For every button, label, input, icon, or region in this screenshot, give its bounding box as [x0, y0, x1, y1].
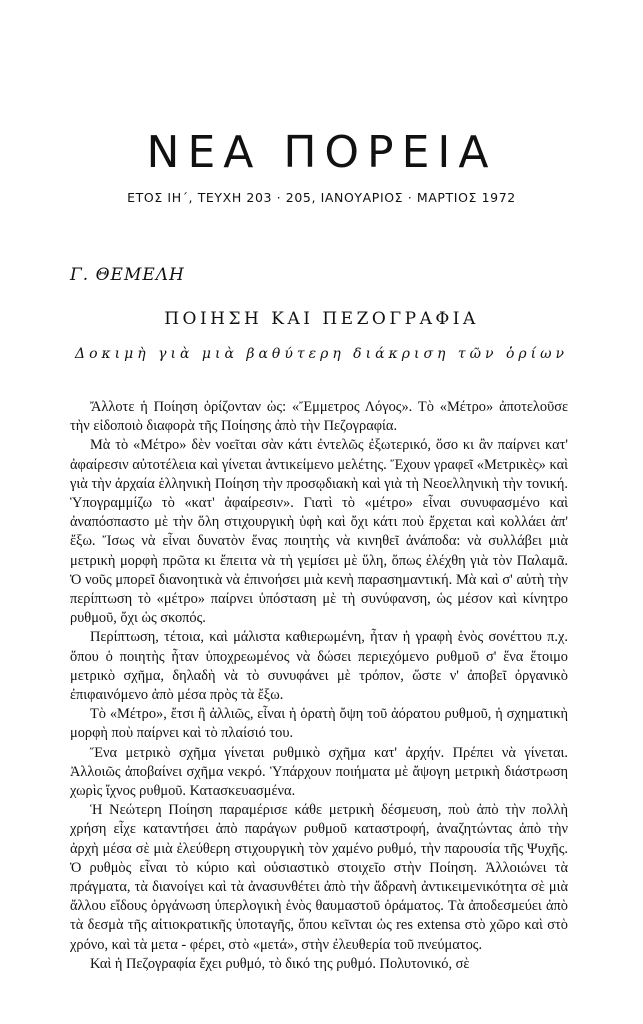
- journal-title: ΝΕΑ ΠΟΡΕΙΑ: [146, 127, 497, 178]
- paragraph: Ἡ Νεώτερη Ποίηση παραμέρισε κάθε μετρικὴ δέσμευση, ποὺ ἀπὸ τὴν πολλὴ χρήση εἶχε καταντήσει ἀπὸ παράγων ρυθμοῦ καταστροφή, ἀναζητώντας ἀπὸ τὴν ἀρχὴ μέσα σὲ μιὰ ἐλεύθερη στιχουργικὴ τὸν χαμένο ρυθμό, τὴν παρουσία τῆς Ψυχῆς. Ὁ ρυθμὸς εἶναι τὸ κύριο καὶ οὐσιαστικὸ στοιχεῖο στὴν Ποίηση. Ἀλλοιώνει τὰ πράγματα, τὰ διανοίγει καὶ τὰ ἀνασυνθέτει ἀπὸ τὴν ἄδρανὴ ἀντικειμενικότητα σὲ μιὰ ἄλλου εἴδους ὀργάνωση ὑπερλογικὴ ἑνὸς θαυμαστοῦ ὁράματος. Τὰ ἀποδεσμεύει ἀπὸ τὰ δεσμὰ τῆς αἰτιοκρατικῆς ὑποταγῆς, ὅπου κεῖνται ὡς res extensa στὸ χῶρο καὶ στὸ χρόνο, καὶ τὰ μετα - φέρει, στὸ «μετά», στὴν ἐλευθερία τοῦ πνεύματος.: [70, 802, 568, 953]
- article-subtitle: Δοκιμὴ γιὰ μιὰ βαθύτερη διάκριση τῶν ὁρίων: [74, 346, 569, 362]
- paragraph: Τὸ «Μέτρο», ἔτσι ἢ ἀλλιῶς, εἶναι ἡ ὁρατὴ ὄψη τοῦ ἀόρατου ρυθμοῦ, ἡ σχηματικὴ μορφὴ ποὺ παίρνει καὶ τὸ πλαίσιό του.: [70, 706, 568, 742]
- paragraph: Μὰ τὸ «Μέτρο» δὲν νοεῖται σὰν κάτι ἐντελῶς ἐξωτερικό, ὅσο κι ἂν παίρνει κατ' ἀφαίρεσιν αὐτοτέλεια καὶ γίνεται ἀντικείμενο μελέτης. Ἔχουν γραφεῖ «Μετρικὲς» καὶ γιὰ τὴν ἀρχαία ἑλληνικὴ Ποίηση τὴν προσῳδιακὴ καὶ γιὰ τὴ Νεοελληνικὴ τὴν τονική. Ὑπογραμμίζω τὸ «κατ' ἀφαίρεσιν». Γιατὶ τὸ «μέτρο» εἶναι συνυφασμένο καὶ ἀναπόσπαστο μὲ τὴν ὅλη στιχουργικὴ ὑφὴ καὶ ὄχι κάτι ποὺ ἔρχεται καὶ κολλάει ἀπ' ἔξω. Ἴσως νὰ εἶναι δυνατὸν ἕνας ποιητὴς νὰ κινηθεῖ ἀνάποδα: νὰ συλλάβει μιὰ μετρικὴ μορφὴ πρῶτα κι ἔπειτα νὰ τὴ γεμίσει μὲ ὕλη, ὅπως ἐλέχθη γιὰ τὸν Παλαμᾶ. Ὁ νοῦς μπορεῖ διανοητικὰ νὰ ἐπινοήσει μιὰ κενὴ παρασημαντική. Μὰ καὶ σ' αὐτὴ τὴν περίπτωση τὸ «μέτρο» παίρνει ὑπόσταση μὲ τὴ συνύφανση, ὡς μέσον καὶ κίνητρο ρυθμοῦ, ὄχι ὡς σκοπός.: [70, 437, 568, 627]
- article-body: [70, 398, 568, 974]
- paragraph: Ἄλλοτε ἡ Ποίηση ὁρίζονταν ὡς: «Ἔμμετρος Λόγος». Τὸ «Μέτρο» ἀποτελοῦσε τὴν εἰδοποιὸ διαφορὰ τῆς Ποίησης ἀπὸ τὴν Πεζογραφία.: [70, 399, 568, 435]
- paragraph: Καὶ ἡ Πεζογραφία ἔχει ρυθμό, τὸ δικό της ρυθμό. Πολυτονικό, σὲ: [90, 955, 470, 972]
- article-title: ΠΟΙΗΣΗ ΚΑΙ ΠΕΖΟΓΡΑΦΙΑ: [164, 309, 479, 329]
- paragraph: Ἕνα μετρικὸ σχῆμα γίνεται ρυθμικὸ σχῆμα κατ' ἀρχήν. Πρέπει νὰ γίνεται. Ἀλλοιῶς ἀποβαίνει σχῆμα νεκρό. Ὑπάρχουν ποιήματα μὲ ἄψογη μετρικὴ διάστρωση χωρὶς ἴχνος ρυθμοῦ. Κατασκευασμένα.: [70, 744, 568, 800]
- paragraph: Περίπτωση, τέτοια, καὶ μάλιστα καθιερωμένη, ἦταν ἡ γραφὴ ἑνὸς σονέττου π.χ. ὅπου ὁ ποιητὴς ἦταν ὑποχρεωμένος νὰ δώσει περιεχόμενο ρυθμοῦ σ' ἕνα ἕτοιμο μετρικὸ σχῆμα, δηλαδὴ νὰ τὸ συνυφάνει μὲ τρόπον, ὥστε ν' ἀποβεῖ ὀργανικὸ ἐπιφαινόμενο ἀπὸ μέσα πρὸς τὰ ἔξω.: [70, 629, 568, 704]
- article-author: Γ. ΘΕΜΕΛΗ: [70, 265, 185, 285]
- issue-line: ΕΤΟΣ ΙΗ΄, ΤΕΥΧΗ 203 · 205, ΙΑΝΟΥΑΡΙΟΣ · ΜΑΡΤΙΟΣ 1972: [127, 190, 516, 205]
